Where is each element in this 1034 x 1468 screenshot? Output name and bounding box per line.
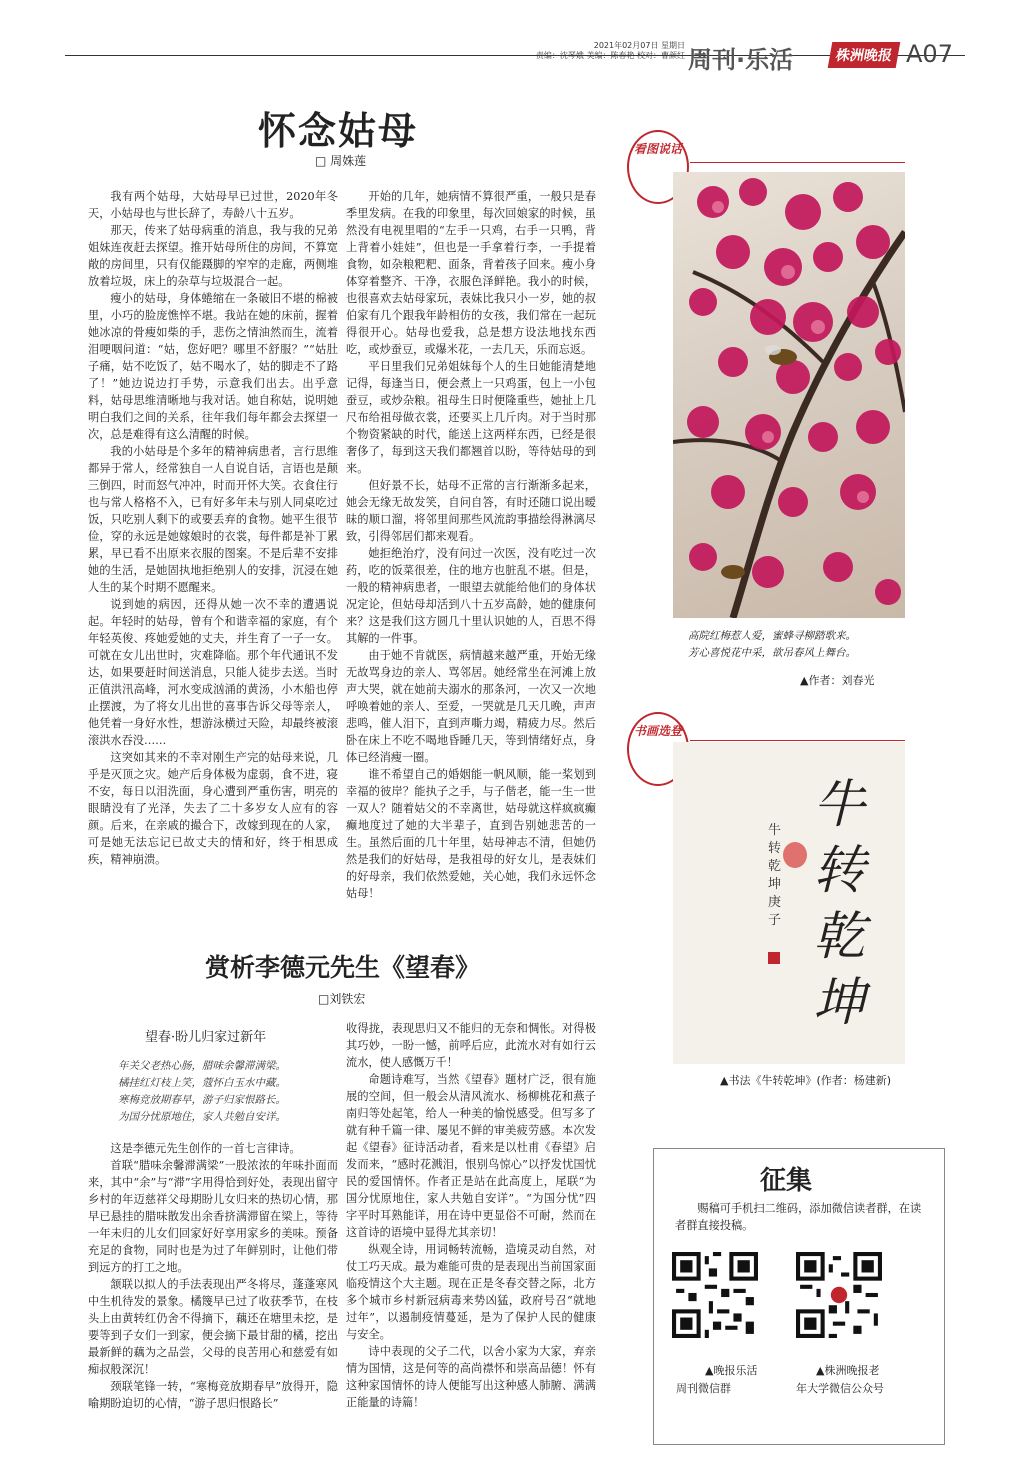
calligraphy-credit: ▲书法《牛转乾坤》(作者：杨建新) xyxy=(720,1074,892,1087)
article2-column2 xyxy=(346,1020,596,1411)
article1-author: □ 周姝莲 xyxy=(315,154,367,168)
paragraph: 平日里我们兄弟姐妹每个人的生日她能清楚地记得，每逢当日，便会煮上一只鸡蛋，包上一小包蚕豆，或炒杂粮。祖母生日时便隆重些，她扯上几尺布给祖母做衣裳，还要买上几斤肉。对于当时那个物资紧缺的时代，能送上这两样东西，已经是很奢侈了，每到这天我们都翘首以盼，等待姑母的到来。 xyxy=(346,360,596,475)
poem-line: 橘挂红灯枝上笑，蔻怀白玉水中藏。 xyxy=(118,1077,286,1089)
poem xyxy=(118,1058,286,1126)
paragraph: 那天，传来了姑母病重的消息，我与我的兄弟姐妹连夜赶去探望。推开姑母所住的房间，不算宽敞的房间里，只有仅能蹑脚的窄窄的走廊，两侧堆放着垃圾，床上的杂草与垃圾混合一起。 xyxy=(88,224,338,288)
qr2-label-line2: 年大学微信公众号 xyxy=(796,1382,884,1395)
solicit-text: 赐稿可手机扫二维码，添加微信读者群，在读者群直接投稿。 xyxy=(675,1202,922,1232)
qr1-label xyxy=(705,1362,757,1379)
paragraph: 收得拢，表现思归又不能归的无奈和惆怅。对得极其巧妙，一盼一憾，前呼后应，此流水对有如行云流水，使人感慨万千！ xyxy=(346,1022,596,1069)
paragraph: 但好景不长，姑母不正常的言行渐渐多起来，她会无缘无故发笑，自问自答，有时还随口说出暧昧的顺口溜，将邻里间那些风流韵事描绘得淋漓尽致，引得邻居们都来观看。 xyxy=(346,479,596,543)
paragraph: 颈联笔锋一转，“寒梅竞放期春早”放得开，隐喻期盼迫切的心情，“游子思归恨路长” xyxy=(88,1380,338,1410)
poem-line: 寒梅竞放期春早，游子归家恨路长。 xyxy=(118,1094,286,1106)
article2-author: □刘铁宏 xyxy=(318,992,366,1006)
qr-icon xyxy=(672,1252,758,1338)
photo-seal-rule xyxy=(690,162,905,163)
paragraph: 谁不希望自己的婚姻能一帆风顺，能一桨划到幸福的彼岸？能执子之手，与子偕老，能一生一世一双人？随着姑父的不幸离世，姑母就这样疯疯癫癫地度过了她的大半辈子，直到告别她悲苦的一生。虽然后面的几十年里，姑母神志不清，但她仍然是我们的好姑母，是我祖母的好女儿，是表妹们的好母亲，我们依然爱她，关心她，我们永远怀念姑母！ xyxy=(346,768,596,900)
qr2-label: ▲株洲晚报老 xyxy=(816,1364,880,1377)
paragraph: 纵观全诗，用词畅转流畅，造境灵动自然，对仗工巧天成。最为难能可贵的是表现出当前国家面临疫情这个大主题。现在正是冬春交替之际，北方多个城市乡村新冠病毒来势凶猛，政府号召“就地过年”，以遏制疫情蔓延，是为了保护人民的健康与安全。 xyxy=(346,1243,596,1341)
section-title: 周刊·乐活 xyxy=(688,46,794,74)
paragraph: 说到她的病因，还得从她一次不幸的遭遇说起。年轻时的姑母，曾有个和谐幸福的家庭，有个年轻英俊、疼她爱她的丈夫，并生育了一子一女。可就在女儿出世时，灾难降临。那个年代通讯不发达，如果要赶时间送消息，只能人徒步去送。当时正值洪汛高峰，河水变成汹涌的黄汤，小木船也停止摆渡，为了将女儿出世的喜事告诉父母等亲人，他凭着一身好水性，想游泳横过天险，却最终被滚滚洪水吞没…… xyxy=(88,598,338,747)
qr-code-official[interactable] xyxy=(796,1252,882,1338)
photo-credit: ▲作者：刘春光 xyxy=(800,674,875,687)
caption-line: 芳心喜悦花中采，欲吊春风上舞台。 xyxy=(688,647,856,659)
paragraph: 我的小姑母是个多年的精神病患者，言行思维都异于常人，经常独自一人自说自话，言语也是颠三倒四，时而怒气冲冲，时而开怀大笑。衣食住行也与常人格格不入，已有好多年未与别人同桌吃过饭，只吃别人剩下的或要丢弃的食物。她平生很节俭，穿的永远是她嫁娘时的衣裳，每件都是补丁累累，早已看不出原来衣服的图案。不是后辈不安排她的生活，是她固执地拒绝别人的安排，沉浸在她人生的某个时期不愿醒来。 xyxy=(88,445,338,594)
paragraph: 诗中表现的父子二代，以舍小家为大家，弃亲情为国情，这是何等的高尚襟怀和崇高品德！怀有这种家国情怀的诗人便能写出这种感人肺腑、满满正能量的诗篇！ xyxy=(346,1345,596,1409)
header-date: 2021年02月07日 星期日 xyxy=(593,41,685,50)
qr1-label-line2: 周刊微信群 xyxy=(676,1382,731,1395)
calligraphy-seal-label: 书画选登 xyxy=(633,724,682,738)
paragraph: 首联“腊味余馨滞满梁”一股浓浓的年味扑面而来，其中“余”与“滞”字用得恰到好处，表现出留守乡村的年迈慈祥父母期盼儿女归来的热切心情，那早已悬挂的腊味散发出余香挤满滞留在梁上，等待一年未归的儿女们回家好好享用家乡的美味。预备充足的食物，同时也是为过了年鲜别时，让他们带到远方的打工之地。 xyxy=(88,1159,338,1274)
solicit-title: 征集 xyxy=(760,1166,813,1196)
poem-title: 望春·盼儿归家过新年 xyxy=(145,1030,267,1045)
photo-caption xyxy=(688,628,856,662)
article1-title: 怀念姑母 xyxy=(258,108,419,153)
plum-blossom-illustration xyxy=(673,172,905,618)
article1-column2 xyxy=(346,188,596,902)
calligraphy-inscription: 牛转乾坤 庚子 xyxy=(768,823,782,928)
header-meta xyxy=(520,41,685,61)
qr-icon xyxy=(796,1252,882,1338)
paragraph: 开始的几年，她病情不算很严重，一般只是春季里发病。在我的印象里，每次回娘家的时候，虽然没有电视里唱的“左手一只鸡，右手一只鸭，背上背着小娃娃”，但也是一手拿着行李，一手提着食物，如杂粮粑粑、面条，背着孩子回来。瘦小身体穿着整齐、干净，衣服色泽鲜艳。我小的时候，也很喜欢去姑母家玩，表妹比我只小一岁，她的叔伯家有几个跟我年龄相仿的女孩，我们常在一起玩得很开心。姑母也爱我，总是想方设法地找东西吃，或炒蚕豆，或爆米花，一去几天，乐而忘返。 xyxy=(346,190,596,356)
page-number: A07 xyxy=(906,40,953,68)
plum-blossom-photo xyxy=(673,172,905,618)
paragraph: 由于她不肯就医，病情越来越严重，开始无缘无故骂身边的亲人、骂邻居。她经常坐在河滩上放声大哭，就在她前夫溺水的那条河，一次又一次地呼唤着她的亲人、至爱，一哭就是几天几晚，声声悲鸣，催人泪下，直到声嘶力竭，精疲力尽。然后卧在床上不吃不喝地昏睡几天，等到情绪好点，身体已经消瘦一圈。 xyxy=(346,649,596,764)
calligraphy-main-text: 牛转乾坤 xyxy=(813,775,866,1033)
calligraphy-seal-rule xyxy=(690,740,905,741)
paragraph: 命题诗难写，当然《望春》题材广泛，很有施展的空间，但一般会从清风流水、杨柳桃花和燕子南归等处起笔，给人一种美的愉悦感受。但写多了就有种千篇一律、屡见不鲜的审美疲劳感。本次发起《望春》征诗活动者，看来是以杜甫《春望》启发而来，“感时花溅泪，恨别鸟惊心”以抒发忧国忧民的爱国情怀。作者正是站在此高度上，尾联“为国分忧原地住，家人共勉自安详”。“为国分忧”四字平时耳熟能详，用在诗中更显俗不可耐，然而在这首诗的语境中显得尤其亲切！ xyxy=(346,1073,596,1239)
article2-column1 xyxy=(88,1140,338,1412)
newspaper-logo: 株洲晚报 xyxy=(828,42,901,68)
article1-column1 xyxy=(88,188,338,868)
paragraph: 她拒绝治疗，没有问过一次医，没有吃过一次药，吃的饭菜很差，住的地方也脏乱不堪。但是，一般的精神病患者，一眼望去就能给他们的身体状况定论，但姑母却活到八十五岁高龄，她的健康何来？这是我们这方圆几十里认识她的人，百思不得其解的一件事。 xyxy=(346,547,596,645)
photo-seal-label: 看图说话 xyxy=(633,142,682,156)
calligraphy-artwork xyxy=(673,742,905,1064)
calligraphy-red-seal xyxy=(783,842,807,868)
caption-line: 高院红梅惹人爱，蜜蜂寻柳踏歌来。 xyxy=(688,630,856,642)
paragraph: 瘦小的姑母，身体蜷缩在一条破旧不堪的棉被里，小巧的脸庞憔悴不堪。我站在她的床前，握着她冰凉的骨瘦如柴的手，悲伤之情油然而生，流着泪哽咽问道：“姑，您好吧？哪里不舒服？”“姑肚子痛，姑不吃饭了，姑不喝水了，姑的脚走不了路了！”她边说边打手势，示意我们出去。出乎意料，姑母思维清晰地与我对话。她自称姑，说明她明白我们之间的关系，往年我们每年都会去探望一次，总是难得有这么清醒的时候。 xyxy=(88,292,338,441)
poem-line: 为国分忧原地住，家人共勉自安详。 xyxy=(118,1111,286,1123)
poem-line: 年关父老热心肠，腊味余馨滞满梁。 xyxy=(118,1060,286,1072)
header-editors: 责编：沈琴娥 美编：陈春艳 校对：曹颜红 xyxy=(535,51,685,60)
paragraph: 这突如其来的不幸对刚生产完的姑母来说，几乎是灭顶之灾。她产后身体极为虚弱，食不进，寝不安，每日以泪洗面，身心遭到严重伤害，明亮的眼睛没有了光泽，失去了二十多岁女人应有的容颜。后来，在亲戚的撮合下，改嫁到现在的人家，可是她无法忘记已故丈夫的情和好，终于相思成疾，精神崩溃。 xyxy=(88,751,338,866)
calligraphy-stamp xyxy=(768,952,780,964)
paragraph: 颔联以拟人的手法表现出严冬将尽，蓬蓬寒风中生机待发的景象。橘篾早已过了收获季节，在枝头上由黄转红仍舍不得摘下，藕还在塘里未挖，是要等到子女们一到家，便会摘下最甘甜的橘，挖出最新鲜的藕为之品尝，父母的良苦用心和慈爱有如痴叔般深沉！ xyxy=(88,1278,338,1376)
paragraph: 这是李德元先生创作的一首七言律诗。 xyxy=(110,1142,301,1155)
article2-title: 赏析李德元先生《望春》 xyxy=(205,953,481,982)
qr-code-group[interactable] xyxy=(672,1252,758,1338)
qr1-label-line1: ▲晚报乐活 xyxy=(705,1364,758,1377)
paragraph: 我有两个姑母，大姑母早已过世，2020年冬天，小姑母也与世长辞了，寿龄八十五岁。 xyxy=(88,190,338,220)
